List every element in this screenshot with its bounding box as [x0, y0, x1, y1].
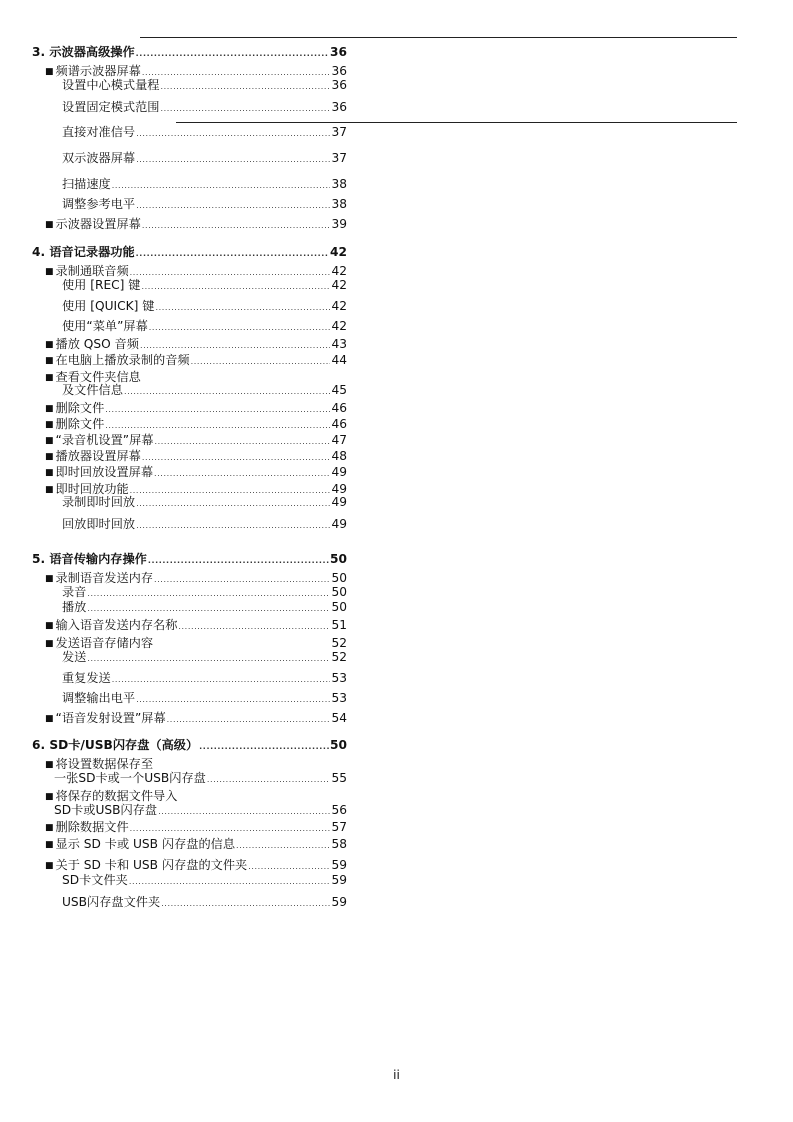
- toc-subentry[interactable]: [62, 516, 347, 532]
- toc-page: 38: [331, 177, 347, 191]
- toc-subentry[interactable]: [54, 802, 347, 818]
- toc-label: 将设置数据保存至: [55, 757, 154, 771]
- toc-page: 43: [331, 337, 347, 351]
- dot-leader: [136, 518, 330, 534]
- toc-section-6[interactable]: [32, 737, 347, 753]
- dot-leader: [154, 466, 330, 482]
- toc-label: 录制通联音频: [55, 264, 129, 278]
- toc-page: 46: [331, 417, 347, 431]
- toc-label: 输入语音发送内存名称: [55, 618, 178, 632]
- toc-entry[interactable]: [45, 617, 347, 633]
- dot-leader: [199, 739, 329, 755]
- dot-leader: [161, 79, 331, 95]
- toc-subentry[interactable]: [62, 124, 347, 140]
- toc-label: 示波器设置屏幕: [55, 217, 141, 231]
- toc-page: 42: [331, 264, 347, 278]
- dot-leader: [130, 821, 331, 837]
- toc-label: 使用 [QUICK] 键: [62, 299, 155, 313]
- dot-leader: [236, 838, 330, 854]
- toc-entry[interactable]: [45, 836, 347, 852]
- toc-label: 直接对准信号: [62, 125, 136, 139]
- toc-entry[interactable]: [45, 416, 347, 432]
- dot-leader: [149, 320, 331, 336]
- dot-leader: [191, 354, 331, 370]
- toc-label: 调整参考电平: [62, 197, 136, 211]
- dot-leader: [161, 896, 330, 912]
- toc-page: 37: [331, 125, 347, 139]
- toc-page: 49: [331, 482, 347, 496]
- dot-leader: [142, 279, 331, 295]
- toc-subentry[interactable]: [62, 584, 347, 600]
- toc-label: 扫描速度: [62, 177, 111, 191]
- toc-label: SD卡或USB闪存盘: [54, 803, 158, 817]
- square-bullet-icon: ■: [45, 639, 54, 649]
- toc-subentry[interactable]: [62, 894, 347, 910]
- square-bullet-icon: ■: [45, 373, 54, 383]
- toc-label: 设置固定模式范围: [62, 100, 160, 114]
- square-bullet-icon: ■: [45, 420, 54, 430]
- toc-page: 47: [331, 433, 347, 447]
- toc-page: 50: [330, 738, 347, 752]
- square-bullet-icon: ■: [45, 356, 54, 366]
- toc-label: 3. 示波器高级操作: [32, 45, 135, 59]
- toc-subentry[interactable]: [62, 872, 347, 888]
- toc-page: 50: [331, 571, 347, 585]
- toc-label: 5. 语音传输内存操作: [32, 552, 147, 566]
- dot-leader: [87, 651, 330, 667]
- toc-subentry[interactable]: [62, 670, 347, 686]
- dot-leader: [142, 218, 331, 234]
- toc-label: 回放即时回放: [62, 517, 136, 531]
- square-bullet-icon: ■: [45, 840, 54, 850]
- toc-page: 52: [331, 650, 347, 664]
- square-bullet-icon: ■: [45, 792, 54, 802]
- toc-page: 53: [331, 691, 347, 705]
- toc-label: 使用“菜单”屏幕: [62, 319, 148, 333]
- dot-leader: [87, 601, 330, 617]
- toc-page: 57: [331, 820, 347, 834]
- toc-page: 58: [331, 837, 347, 851]
- toc-page: 39: [331, 217, 347, 231]
- toc-label: 关于 SD 卡和 USB 闪存盘的文件夹: [55, 858, 248, 872]
- page-number: ii: [393, 1068, 400, 1082]
- middle-rule: [176, 122, 737, 123]
- dot-leader: [207, 772, 331, 788]
- toc-subentry[interactable]: [62, 77, 347, 93]
- toc-page: 49: [331, 517, 347, 531]
- toc-page: 50: [331, 600, 347, 614]
- toc-entry[interactable]: [45, 464, 347, 480]
- dot-leader: [124, 384, 331, 400]
- toc-section-4[interactable]: [32, 244, 347, 260]
- toc-page: 36: [331, 78, 347, 92]
- toc-page: 36: [331, 64, 347, 78]
- toc-label: 在电脑上播放录制的音频: [55, 353, 190, 367]
- toc-label: 双示波器屏幕: [62, 151, 136, 165]
- toc-label: 将保存的数据文件导入: [55, 789, 178, 803]
- square-bullet-icon: ■: [45, 468, 54, 478]
- square-bullet-icon: ■: [45, 452, 54, 462]
- toc-label: 一张SD卡或一个USB闪存盘: [54, 771, 206, 785]
- toc-entry[interactable]: [45, 336, 347, 352]
- toc-entry[interactable]: [45, 352, 347, 368]
- toc-entry[interactable]: [45, 710, 347, 726]
- toc-entry[interactable]: [45, 819, 347, 835]
- square-bullet-icon: ■: [45, 823, 54, 833]
- toc-page: 49: [331, 495, 347, 509]
- toc-subentry[interactable]: [62, 298, 347, 314]
- toc-label: 发送: [62, 650, 87, 664]
- toc-label: 使用 [REC] 键: [62, 278, 141, 292]
- toc-page: 42: [331, 278, 347, 292]
- dot-leader: [112, 178, 331, 194]
- dot-leader: [112, 672, 331, 688]
- toc-label: USB闪存盘文件夹: [62, 895, 161, 909]
- toc-page: 37: [331, 151, 347, 165]
- toc-label: 录音: [62, 585, 87, 599]
- toc-section-5[interactable]: [32, 551, 347, 567]
- top-rule: [140, 37, 737, 38]
- dot-leader: [129, 874, 331, 890]
- toc-subentry[interactable]: [62, 494, 347, 510]
- square-bullet-icon: ■: [45, 67, 54, 77]
- toc-subentry[interactable]: [62, 318, 347, 334]
- toc-subentry[interactable]: [62, 599, 347, 615]
- dot-leader: [167, 712, 331, 728]
- toc-subentry[interactable]: [62, 150, 347, 166]
- toc-subentry[interactable]: [62, 649, 347, 665]
- toc-label: 删除数据文件: [55, 820, 129, 834]
- square-bullet-icon: ■: [45, 340, 54, 350]
- toc-subentry[interactable]: [54, 770, 347, 786]
- dot-leader: [136, 198, 330, 214]
- toc-label: 设置中心模式量程: [62, 78, 160, 92]
- square-bullet-icon: ■: [45, 714, 54, 724]
- toc-page: 55: [331, 771, 347, 785]
- square-bullet-icon: ■: [45, 267, 54, 277]
- square-bullet-icon: ■: [45, 404, 54, 414]
- toc-subentry[interactable]: [62, 277, 347, 293]
- toc-label: 即时回放功能: [55, 482, 129, 496]
- toc-page: 50: [331, 585, 347, 599]
- toc-label: 查看文件夹信息: [55, 370, 141, 384]
- toc-label: “语音发射设置”屏幕: [55, 711, 166, 725]
- toc-label: 录制语音发送内存: [55, 571, 154, 585]
- toc-entry[interactable]: [45, 400, 347, 416]
- toc-page: 49: [331, 465, 347, 479]
- toc-label: 调整输出电平: [62, 691, 136, 705]
- square-bullet-icon: ■: [45, 861, 54, 871]
- toc-label: 6. SD卡/USB闪存盘（高级）: [32, 738, 199, 752]
- toc-entry[interactable]: [45, 432, 347, 448]
- toc-label: 播放 QSO 音频: [55, 337, 139, 351]
- toc-page: 42: [331, 319, 347, 333]
- toc-page: 42: [331, 299, 347, 313]
- toc-page: 53: [331, 671, 347, 685]
- dot-leader: [178, 619, 330, 635]
- dot-leader: [136, 496, 330, 512]
- toc-label: 播放: [62, 600, 87, 614]
- toc-page: 56: [331, 803, 347, 817]
- dot-leader: [155, 300, 330, 316]
- toc-page: 42: [330, 245, 347, 259]
- toc-subentry[interactable]: [62, 99, 347, 115]
- toc-label: 4. 语音记录器功能: [32, 245, 135, 259]
- toc-page: 52: [331, 636, 347, 650]
- toc-label: 录制即时回放: [62, 495, 136, 509]
- toc-entry[interactable]: [45, 448, 347, 464]
- square-bullet-icon: ■: [45, 760, 54, 770]
- dot-leader: [161, 101, 331, 117]
- square-bullet-icon: ■: [45, 220, 54, 230]
- toc-label: 删除文件: [55, 417, 105, 431]
- toc-section-3[interactable]: [32, 44, 347, 60]
- toc-page: 50: [330, 552, 347, 566]
- dot-leader: [148, 553, 329, 569]
- toc-label: 删除文件: [55, 401, 105, 415]
- toc-page: 59: [331, 873, 347, 887]
- toc-label: “录音机设置”屏幕: [55, 433, 154, 447]
- toc-entry[interactable]: [45, 857, 347, 873]
- dot-leader: [136, 152, 330, 168]
- toc-label: 重复发送: [62, 671, 111, 685]
- toc-page: 46: [331, 401, 347, 415]
- toc-label: 频谱示波器屏幕: [55, 64, 141, 78]
- toc-subentry[interactable]: [62, 690, 347, 706]
- toc-page: 54: [331, 711, 347, 725]
- toc-page: 59: [331, 895, 347, 909]
- dot-leader: [136, 246, 329, 262]
- square-bullet-icon: ■: [45, 485, 54, 495]
- toc-page: 36: [330, 45, 347, 59]
- toc-subentry[interactable]: [62, 382, 347, 398]
- dot-leader: [136, 126, 330, 142]
- square-bullet-icon: ■: [45, 621, 54, 631]
- toc-page: 44: [331, 353, 347, 367]
- toc-label: SD卡文件夹: [62, 873, 128, 887]
- toc-label: 发送语音存储内容: [55, 636, 154, 650]
- toc-entry[interactable]: [45, 216, 347, 232]
- toc-page: 59: [331, 858, 347, 872]
- toc-page: 48: [331, 449, 347, 463]
- toc-page: 51: [331, 618, 347, 632]
- dot-leader: [158, 804, 330, 820]
- toc-page: 38: [331, 197, 347, 211]
- square-bullet-icon: ■: [45, 436, 54, 446]
- toc-label: 即时回放设置屏幕: [55, 465, 154, 479]
- toc-label: 播放器设置屏幕: [55, 449, 141, 463]
- toc-subentry[interactable]: [62, 196, 347, 212]
- toc-label: 及文件信息: [62, 383, 123, 397]
- toc-page: 36: [331, 100, 347, 114]
- toc-page: 45: [331, 383, 347, 397]
- square-bullet-icon: ■: [45, 574, 54, 584]
- toc-subentry[interactable]: [62, 176, 347, 192]
- dot-leader: [136, 692, 330, 708]
- toc-label: 显示 SD 卡或 USB 闪存盘的信息: [55, 837, 236, 851]
- dot-leader: [136, 46, 329, 62]
